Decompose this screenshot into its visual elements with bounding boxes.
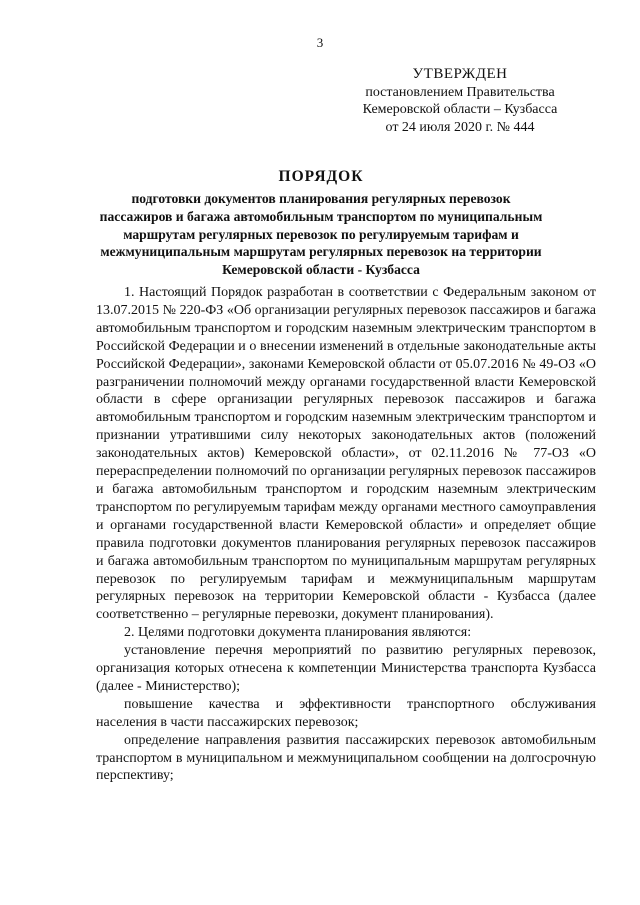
document-title: ПОРЯДОК — [278, 168, 364, 185]
paragraph: повышение качества и эффективности транспортного обслуживания населения в части пассажирских перевозок; — [96, 696, 596, 730]
approval-block — [340, 66, 580, 136]
approval-line: Кемеровской области – Кузбасса — [362, 102, 558, 117]
document-body — [96, 284, 596, 785]
approval-line: постановлением Правительства — [365, 84, 555, 100]
document-subtitle: подготовки документов планирования регулярных перевозок пассажиров и багажа автомобильным транспортом по муниципальным маршрутам регулярных перевозок по регулируемым тарифам и межмуниципальным маршрутам регулярных перевозок на территории Кемеровской области - Кузбасса — [99, 191, 543, 278]
page-number: 3 — [316, 35, 324, 50]
paragraph: 2. Целями подготовки документа планирования являются: — [124, 625, 472, 641]
paragraph: установление перечня мероприятий по развитию регулярных перевозок, организация которых отнесена к компетенции Министерства транспорта Кузбасса (далее - Министерство); — [96, 643, 596, 694]
approval-heading: УТВЕРЖДЕН — [412, 66, 508, 82]
paragraph: 1. Настоящий Порядок разработан в соответствии с Федеральным законом от 13.07.2015 № 220-ФЗ «Об организации регулярных перевозок пассажиров и багажа автомобильным транспортом и городским наземным электрическим транспортом в Российской Федерации и о внесении изменений в отдельные законодательные акты Российской Федерации», законами Кемеровской области от 05.07.2016 № 49-ОЗ «О разграничении полномочий между органами государственной власти Кемеровской области в сфере организации регулярных перевозок пассажиров и багажа автомобильным транспортом и городским наземным электрическим транспортом и признании утратившими силу некоторых законодательных актов (положений законодательных актов) Кемеровской области», от 02.11.2016 № 77-ОЗ «О перераспределении полномочий по организации регулярных перевозок пассажиров и багажа автомобильным транспортом и городским наземным электрическим транспортом по регулируемым тарифам между органами местного самоуправления и органами государственной власти Кемеровской области» и определяет общие правила подготовки документов планирования регулярных перевозок пассажиров и багажа автомобильным транспортом по муниципальным маршрутам регулярных перевозок по регулируемым тарифам и межмуниципальным маршрутам регулярных перевозок на территории Кемеровской области - Кузбасса (далее соответственно – регулярные перевозки, документ планирования). — [96, 285, 596, 623]
paragraph: определение направления развития пассажирских перевозок автомобильным транспортом в муниципальном и межмуниципальном сообщении на долгосрочную перспективу; — [96, 732, 596, 784]
approval-date: от 24 июля 2020 г. № 444 — [385, 119, 535, 135]
